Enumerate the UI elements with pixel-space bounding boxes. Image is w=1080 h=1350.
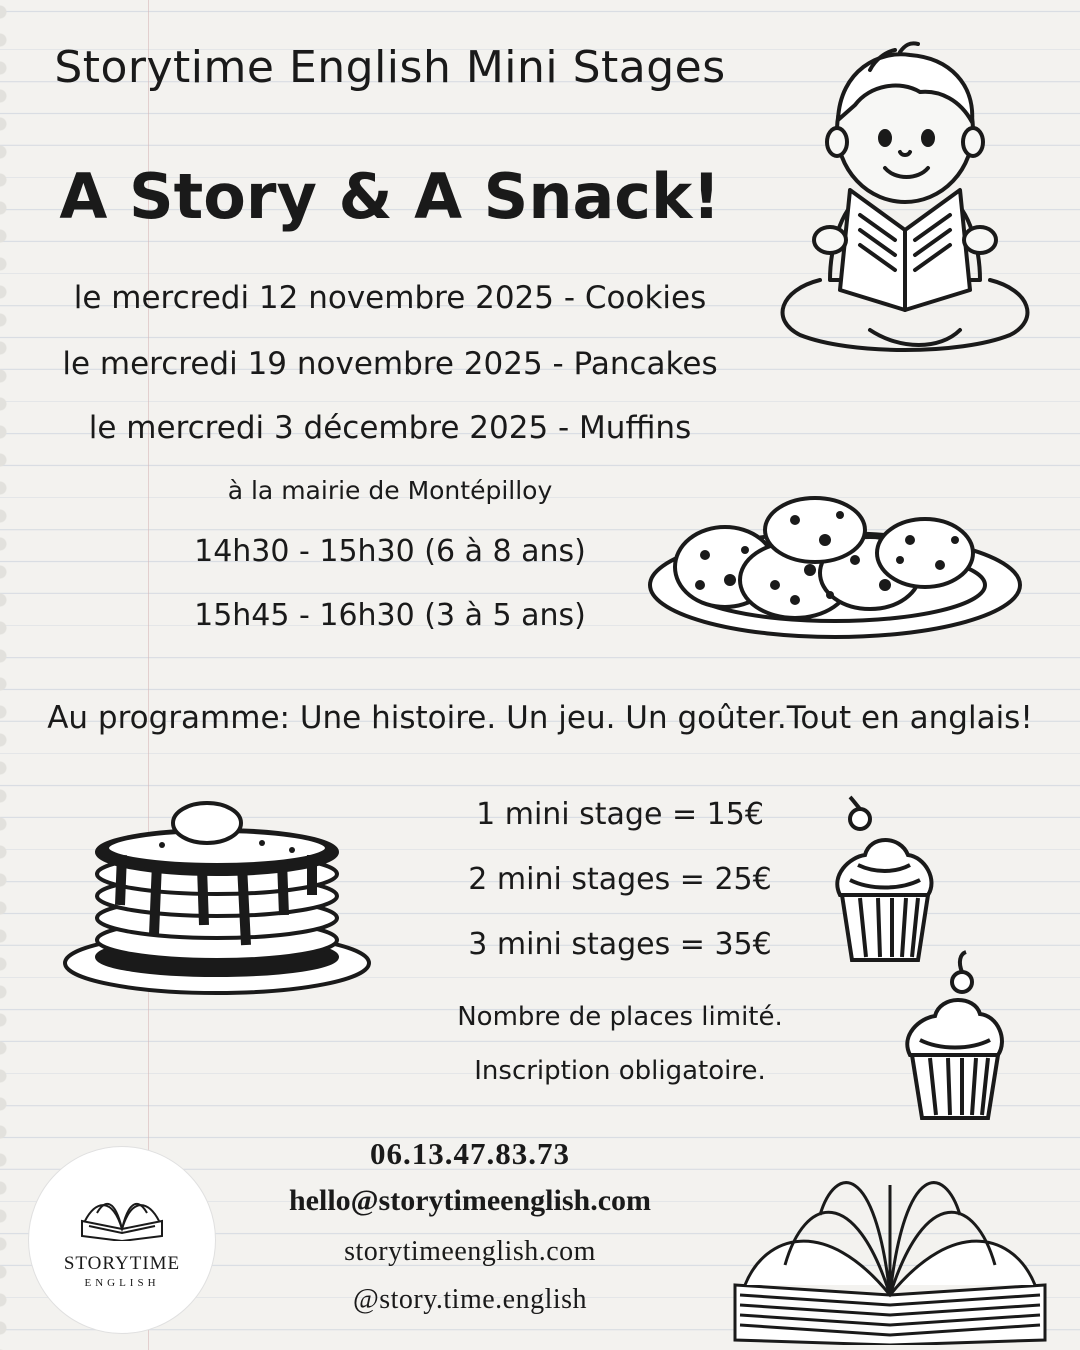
registration-note: Inscription obligatoire.: [474, 1056, 766, 1086]
time-slot: 14h30 - 15h30 (6 à 8 ans): [194, 534, 586, 569]
time-slot: 15h45 - 16h30 (3 à 5 ans): [194, 598, 586, 633]
date-line: le mercredi 19 novembre 2025 - Pancakes: [62, 346, 718, 382]
storytime-logo: [28, 1146, 216, 1334]
location-text: à la mairie de Montépilloy: [227, 476, 553, 505]
logo-book-icon: [77, 1181, 167, 1241]
phone-number[interactable]: 06.13.47.83.73: [370, 1136, 570, 1171]
programme-text: Au programme: Une histoire. Un jeu. Un goûter.Tout en anglais!: [47, 700, 1033, 736]
boy-reading-icon: [760, 30, 1050, 370]
instagram-handle[interactable]: @story.time.english: [352, 1284, 588, 1315]
logo-name: STORYTIME: [63, 1253, 181, 1274]
places-note: Nombre de places limité.: [457, 1002, 783, 1032]
date-line: le mercredi 3 décembre 2025 - Muffins: [88, 410, 692, 446]
paper-holes: [0, 0, 20, 1350]
pancake-stack-icon: [62, 795, 382, 995]
email-link[interactable]: hello@storytimeenglish.com: [288, 1184, 652, 1217]
price-line: 2 mini stages = 25€: [468, 862, 772, 897]
date-line: le mercredi 12 novembre 2025 - Cookies: [73, 280, 707, 316]
open-book-icon: [725, 1155, 1055, 1345]
website-link[interactable]: storytimeenglish.com: [344, 1236, 596, 1267]
cupcake-icon: [900, 950, 1010, 1120]
flyer-subtitle: Storytime English Mini Stages: [54, 42, 726, 93]
cookies-plate-icon: [645, 485, 1025, 645]
price-line: 1 mini stage = 15€: [476, 797, 764, 832]
flyer-title: A Story & A Snack!: [59, 160, 721, 233]
logo-subtitle: ENGLISH: [84, 1277, 160, 1289]
price-line: 3 mini stages = 35€: [468, 927, 772, 962]
cupcake-icon: [830, 795, 940, 965]
